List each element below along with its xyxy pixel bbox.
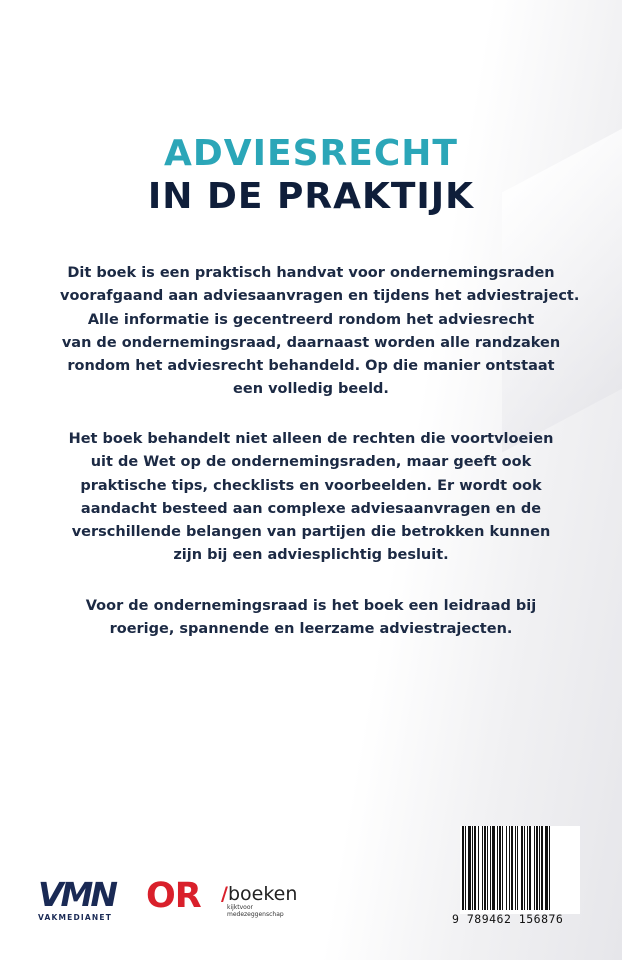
blurb-line: aandacht besteed aan complexe adviesaanvragen en de — [80, 500, 542, 517]
vmn-vakmedianet-logo — [38, 875, 130, 924]
barcode-bar — [541, 826, 543, 910]
barcode-bar — [527, 826, 528, 910]
barcode-bar — [484, 826, 486, 910]
blurb-paragraph-2 — [60, 428, 562, 568]
barcode-bar — [529, 826, 531, 910]
or-logo: OR — [146, 876, 201, 916]
blurb-line: van de ondernemingsraad, daarnaast worden alle randzaken — [61, 334, 561, 351]
title-line-1: ADVIESRECHT — [164, 133, 458, 174]
barcode-bar — [465, 826, 466, 910]
blurb-line: praktische tips, checklists en voorbeelden. Er wordt ook — [80, 477, 542, 494]
barcode-bar — [472, 826, 473, 910]
blurb-line: rondom het adviesrecht behandeld. Op die manier ontstaat — [67, 358, 555, 375]
barcode-bar — [506, 826, 507, 910]
barcode-bar — [492, 826, 495, 910]
barcode-bar — [462, 826, 464, 910]
barcode-bar — [539, 826, 540, 910]
vmn-logo-mark: VMN — [38, 875, 115, 914]
blurb-line: roerige, spannende en leerzame adviestrajecten. — [109, 621, 513, 638]
barcode-bar — [515, 826, 516, 910]
barcode-bar — [545, 826, 548, 910]
blurb-line: uit de Wet op de ondernemingsraden, maar geeft ook — [90, 454, 532, 471]
barcode-bar — [517, 826, 518, 910]
barcode-bar — [502, 826, 503, 910]
title-line-2: IN DE PRAKTIJK — [147, 176, 475, 217]
boeken-tagline: kijktvoor medezeggenschap — [227, 904, 284, 918]
barcode-bar — [490, 826, 491, 910]
barcode-bar — [497, 826, 498, 910]
blurb-line: Voor de ondernemingsraad is het boek een leidraad bij — [85, 598, 537, 614]
blurb-line: voorafgaand aan adviesaanvragen en tijdens het adviestraject. — [60, 288, 580, 305]
barcode-bar — [521, 826, 523, 910]
boeken-word: boeken — [227, 883, 298, 905]
barcode-bar — [536, 826, 538, 910]
barcode-bar — [474, 826, 476, 910]
barcode-bar — [509, 826, 510, 910]
blurb-line: zijn bij een adviesplichtig besluit. — [173, 547, 449, 564]
blurb-line: Alle informatie is gecentreerd rondom het adviesrecht — [87, 311, 535, 328]
boeken-slash: / — [221, 883, 228, 905]
boeken-logo — [221, 884, 301, 918]
barcode-bar — [534, 826, 535, 910]
barcode-bars — [460, 826, 580, 910]
barcode-bar — [487, 826, 488, 910]
barcode-bar — [524, 826, 525, 910]
blurb-line: verschillende belangen van partijen die betrokken kunnen — [71, 524, 551, 541]
blurb-line: Dit boek is een praktisch handvat voor ondernemingsraden — [67, 265, 555, 281]
barcode — [460, 826, 580, 914]
barcode-bar — [499, 826, 501, 910]
barcode-bar — [511, 826, 513, 910]
blurb-line: een volledig beeld. — [233, 381, 389, 398]
blurb-paragraph-3 — [60, 595, 562, 642]
isbn-number: 9 789462 156876 — [452, 912, 564, 926]
barcode-bar — [482, 826, 483, 910]
blurb-line: Het boek behandelt niet alleen de rechten die voortvloeien — [68, 431, 554, 447]
vmn-logo-subtitle: VAKMEDIANET — [38, 913, 113, 922]
barcode-bar — [478, 826, 479, 910]
barcode-bar — [468, 826, 471, 910]
blurb-paragraph-1 — [60, 262, 580, 402]
barcode-bar — [549, 826, 550, 910]
boeken-wordmark — [221, 884, 301, 904]
